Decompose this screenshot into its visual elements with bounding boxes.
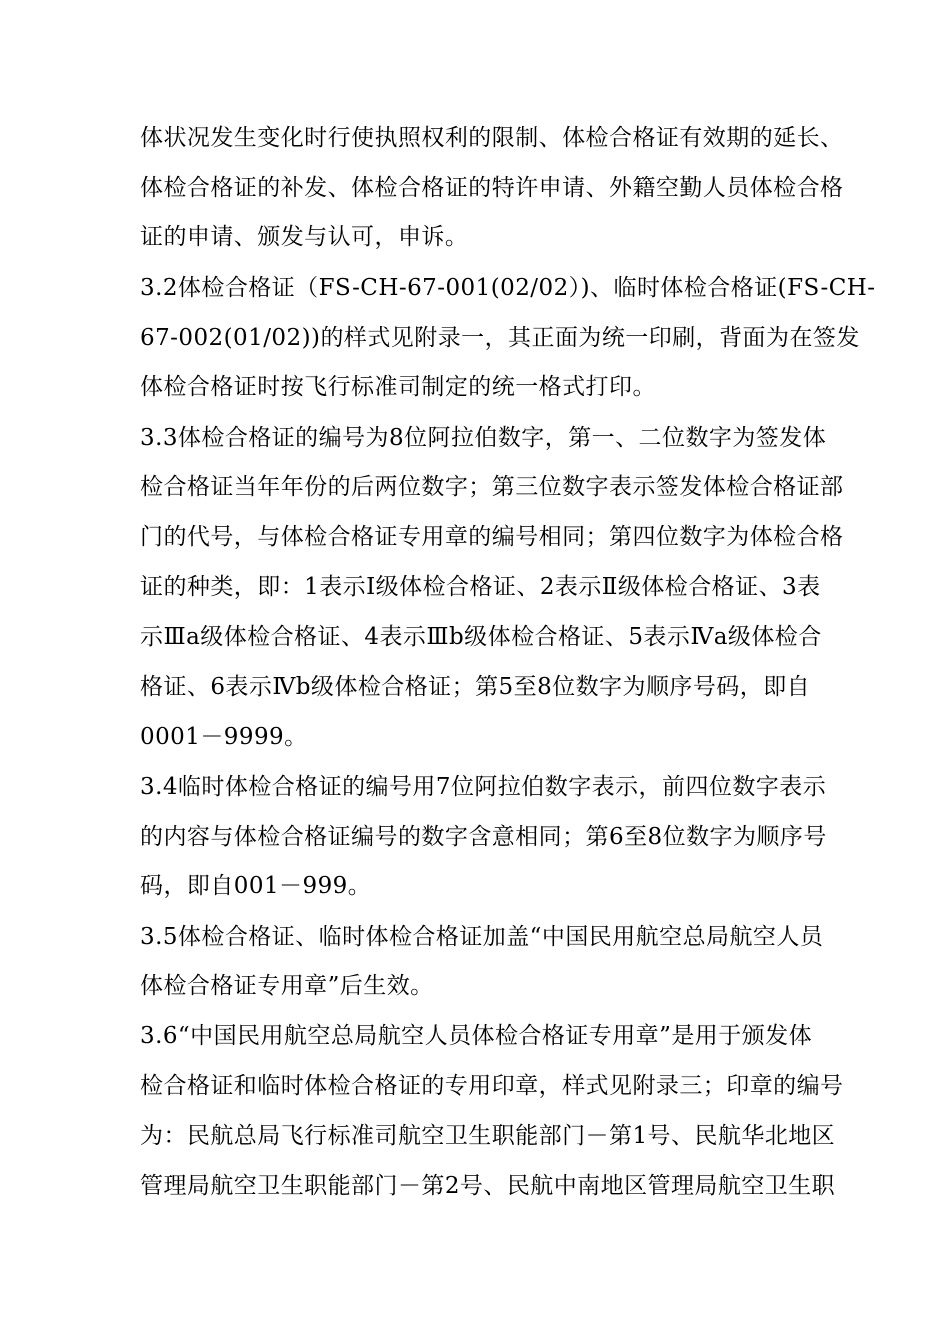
text-line: 体状况发生变化时行使执照权利的限制、体检合格证有效期的延长、 — [140, 125, 844, 151]
text-line: 格证、6表示Ⅳb级体检合格证；第5至8位数字为顺序号码，即自 — [140, 674, 811, 700]
text-line: 管理局航空卫生职能部门－第2号、民航中南地区管理局航空卫生职 — [140, 1173, 836, 1199]
text-line: 证的申请、颁发与认可，申诉。 — [140, 224, 469, 250]
text-line: 检合格证和临时体检合格证的专用印章，样式见附录三；印章的编号 — [140, 1073, 844, 1099]
text-line: 的内容与体检合格证编号的数字含意相同；第6至8位数字为顺序号 — [140, 824, 827, 850]
text-line: 码，即自001－999。 — [140, 873, 372, 899]
text-line: 检合格证当年年份的后两位数字；第三位数字表示签发体检合格证部 — [140, 474, 844, 500]
text-line: 67-002(01/02))的样式见附录一，其正面为统一印刷，背面为在签发 — [140, 325, 860, 351]
text-line: 门的代号，与体检合格证专用章的编号相同；第四位数字为体检合格 — [140, 524, 844, 550]
text-line: 3.6“中国民用航空总局航空人员体检合格证专用章”是用于颁发体 — [140, 1023, 813, 1049]
text-line: 体检合格证专用章”后生效。 — [140, 973, 434, 999]
text-line: 体检合格证的补发、体检合格证的特许申请、外籍空勤人员体检合格 — [140, 175, 844, 201]
text-line: 3.3体检合格证的编号为8位阿拉伯数字，第一、二位数字为签发体 — [140, 425, 827, 451]
text-line: 体检合格证时按飞行标准司制定的统一格式打印。 — [140, 374, 656, 400]
text-line: 3.4临时体检合格证的编号用7位阿拉伯数字表示，前四位数字表示 — [140, 774, 827, 800]
text-line: 3.5体检合格证、临时体检合格证加盖“中国民用航空总局航空人员 — [140, 924, 824, 950]
text-line: 为：民航总局飞行标准司航空卫生职能部门－第1号、民航华北地区 — [140, 1123, 836, 1149]
text-line: 0001－9999。 — [140, 724, 308, 750]
text-line: 3.2体检合格证（FS-CH-67-001(02/02）)、临时体检合格证(FS-CH- — [140, 275, 876, 301]
text-line: 示Ⅲa级体检合格证、4表示Ⅲb级体检合格证、5表示Ⅳa级体检合 — [140, 624, 822, 650]
text-line: 证的种类，即：1表示Ⅰ级体检合格证、2表示Ⅱ级体检合格证、3表 — [140, 574, 821, 600]
